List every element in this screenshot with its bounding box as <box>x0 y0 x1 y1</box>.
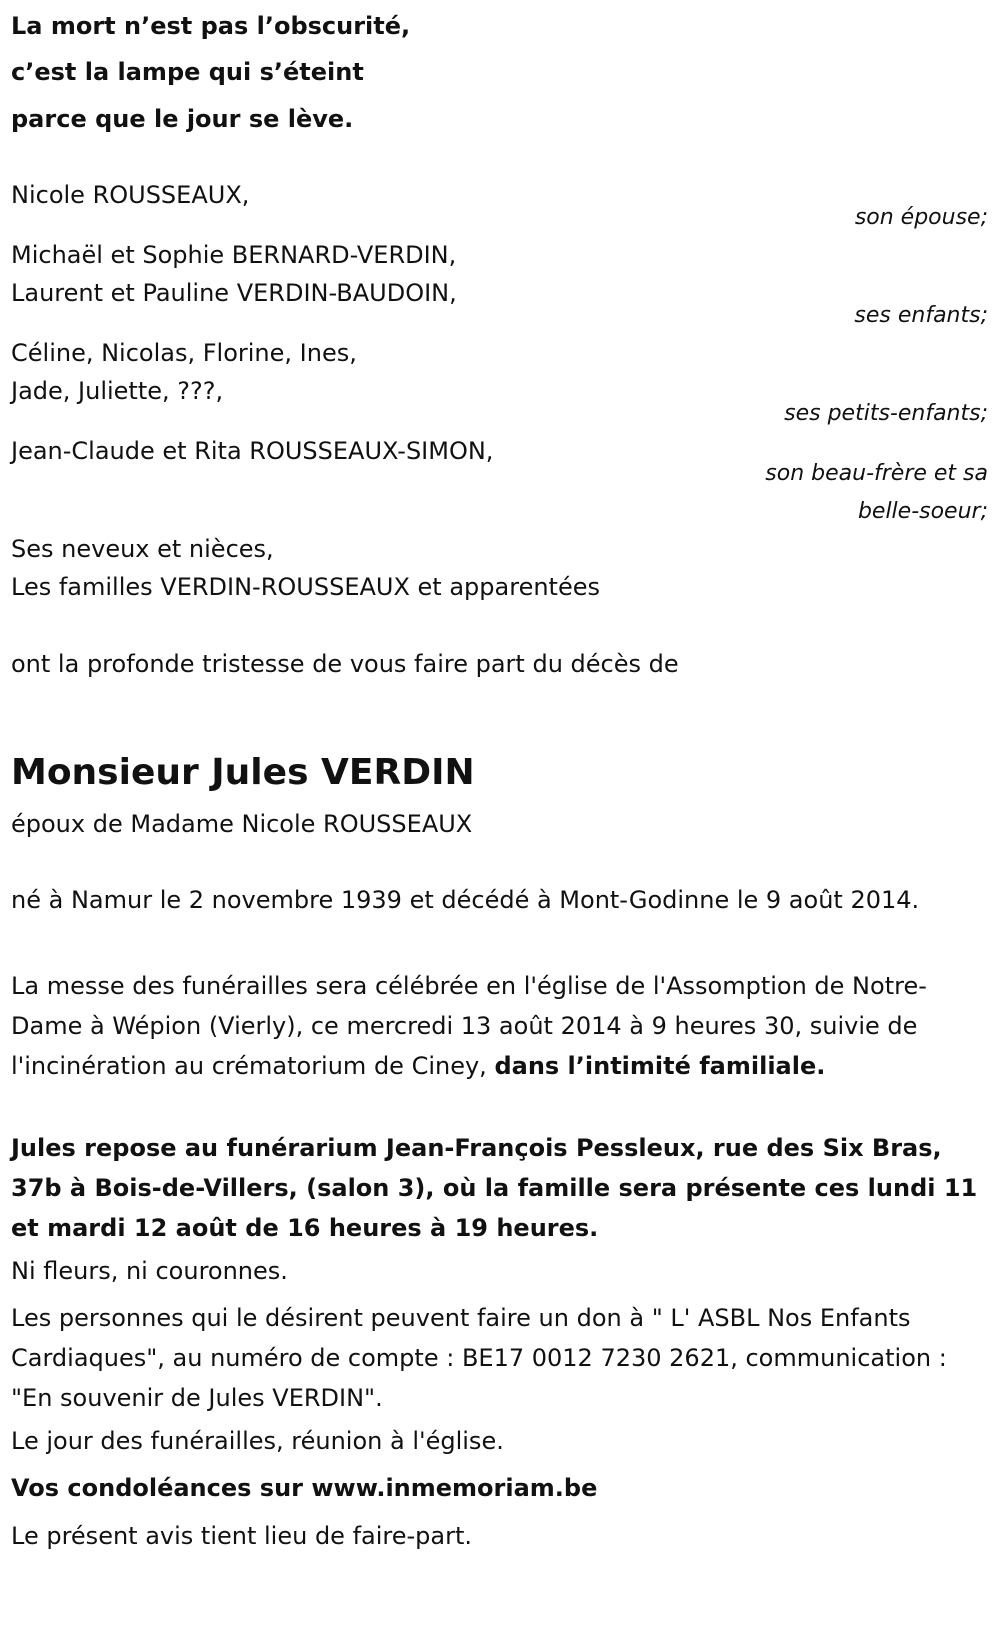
mass-paragraph <box>11 966 981 1086</box>
inlaws-relation-line-2: belle-soeur; <box>857 499 988 524</box>
quote-line-1: La mort n’est pas l’obscurité, <box>11 12 411 40</box>
mass-text: La messe des funérailles sera célébrée en l'église de l'Assomption de Notre-Dame à Wépion (Vierly), ce mercredi 13 août 2014 à 9 heures 30, suivie de l'incinération au crématorium de Ciney, <box>11 972 927 1080</box>
children-relation: ses enfants; <box>854 303 988 328</box>
deceased-name: Monsieur Jules VERDIN <box>11 752 475 793</box>
children-line-1: Michaël et Sophie BERNARD-VERDIN, <box>11 241 457 269</box>
inlaws-name: Jean-Claude et Rita ROUSSEAUX-SIMON, <box>11 437 494 465</box>
spouse-relation: son épouse; <box>854 205 988 230</box>
children-line-2: Laurent et Pauline VERDIN-BAUDOIN, <box>11 279 457 307</box>
quote-line-3: parce que le jour se lève. <box>11 105 354 133</box>
grandchildren-relation: ses petits-enfants; <box>784 401 988 426</box>
mass-bold-text: dans l’intimité familiale. <box>494 1052 826 1080</box>
birth-death: né à Namur le 2 novembre 1939 et décédé à Mont-Godinne le 9 août 2014. <box>11 886 920 914</box>
visitation-paragraph: Jules repose au funérarium Jean-François Pessleux, rue des Six Bras, 37b à Bois-de-Villers, (salon 3), où la famille sera présente ces lundi 11 et mardi 12 août de 16 heures à 19 heures. <box>11 1134 978 1242</box>
inlaws-relation-line-1: son beau-frère et sa <box>765 461 988 486</box>
grandchildren-line-2: Jade, Juliette, ???, <box>11 377 224 405</box>
quote-line-2: c’est la lampe qui s’éteint <box>11 58 364 86</box>
donation-paragraph: Les personnes qui le désirent peuvent faire un don à " L' ASBL Nos Enfants Cardiaques", au numéro de compte : BE17 0012 7230 2621, communication : "En souvenir de Jules VERDIN". <box>11 1304 947 1412</box>
others-line-1: Ses neveux et nièces, <box>11 535 274 563</box>
condolences: Vos condoléances sur www.inmemoriam.be <box>11 1474 598 1502</box>
spouse-name: Nicole ROUSSEAUX, <box>11 181 250 209</box>
others-line-2: Les familles VERDIN-ROUSSEAUX et apparentées <box>11 573 600 601</box>
spouse-of: époux de Madame Nicole ROUSSEAUX <box>11 810 473 838</box>
no-flowers: Ni fleurs, ni couronnes. <box>11 1257 288 1285</box>
grandchildren-line-1: Céline, Nicolas, Florine, Ines, <box>11 339 357 367</box>
announcement: ont la profonde tristesse de vous faire part du décès de <box>11 650 679 678</box>
notice: Le présent avis tient lieu de faire-part. <box>11 1522 473 1550</box>
reunion: Le jour des funérailles, réunion à l'église. <box>11 1427 504 1455</box>
